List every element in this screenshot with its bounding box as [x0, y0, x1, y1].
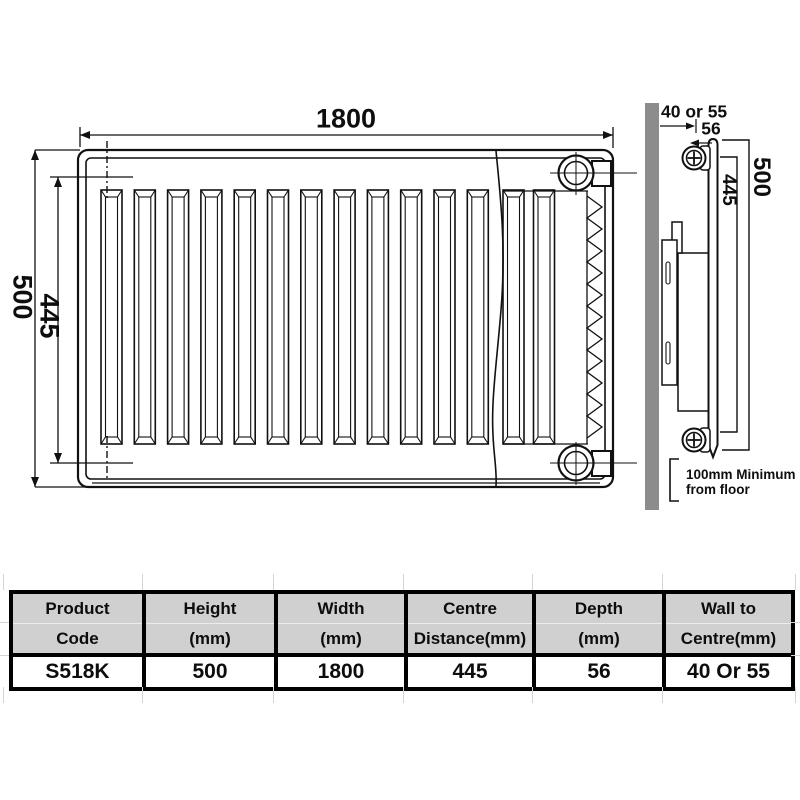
spec-table-value-row — [11, 655, 793, 689]
front-height-label: 500 — [7, 274, 38, 320]
header-line: Height — [183, 599, 237, 618]
front-centre-distance-label: 445 — [34, 293, 65, 339]
gridline-stub — [795, 687, 796, 703]
value-wall-to-centre: 40 Or 55 — [664, 655, 793, 689]
value-centre-distance: 445 — [406, 655, 534, 689]
gridline-stub — [3, 574, 4, 590]
gridline-stub — [142, 687, 143, 703]
side-wall-to-centre-label: 40 or 55 — [661, 101, 728, 122]
front-width-label: 1800 — [315, 103, 377, 134]
header-line: Width — [317, 599, 365, 618]
header-line: Centre — [443, 599, 497, 618]
gridline-stub — [791, 655, 800, 656]
floor-clearance-note-line2: from floor — [686, 481, 750, 497]
header-line: Centre(mm) — [666, 623, 791, 653]
floor-clearance-bracket — [670, 459, 679, 501]
header-line: (mm) — [278, 623, 404, 653]
gridline-stub — [403, 687, 404, 703]
value-product-code: S518K — [11, 655, 144, 689]
side-depth-label: 56 — [701, 118, 721, 139]
radiator-side-view — [645, 103, 749, 510]
gridline-stub — [795, 574, 796, 590]
header-line: (mm) — [146, 623, 274, 653]
header-line: Depth — [574, 599, 624, 618]
wall-strip — [645, 103, 659, 510]
gridline-stub — [662, 687, 663, 703]
gridline-stub — [532, 574, 533, 590]
col-header-width — [276, 592, 406, 655]
gridline-stub — [3, 687, 4, 703]
header-line: Code — [13, 623, 142, 653]
col-header-depth — [534, 592, 664, 655]
gridline-stub — [0, 622, 9, 623]
gridline-stub — [273, 687, 274, 703]
col-header-wall-to-centre — [664, 592, 793, 655]
header-line: Wall to — [700, 599, 757, 618]
spec-table-header-row — [11, 592, 793, 655]
gridline-stub — [532, 687, 533, 703]
value-width: 1800 — [276, 655, 406, 689]
gridline-stub — [403, 574, 404, 590]
side-centre-distance-label: 445 — [718, 174, 739, 206]
gridline-stub — [0, 655, 9, 656]
gridline-stub — [791, 622, 800, 623]
gridline-stub — [142, 574, 143, 590]
header-line: (mm) — [536, 623, 662, 653]
value-height: 500 — [144, 655, 276, 689]
side-height-label: 500 — [748, 156, 775, 198]
header-line: Product — [45, 599, 110, 618]
col-header-height — [144, 592, 276, 655]
wall-bracket — [662, 222, 709, 411]
col-header-centre-distance — [406, 592, 534, 655]
gridline-stub — [662, 574, 663, 590]
spec-table — [9, 590, 795, 691]
floor-clearance-note-line1: 100mm Minimum — [686, 467, 796, 482]
value-depth: 56 — [534, 655, 664, 689]
col-header-product-code — [11, 592, 144, 655]
radiator-front-view — [78, 141, 637, 487]
header-line: Distance(mm) — [408, 623, 532, 653]
screw-top-icon — [683, 146, 711, 170]
gridline-stub — [273, 574, 274, 590]
screw-bottom-icon — [683, 428, 711, 452]
floor-clearance-note — [686, 468, 796, 497]
